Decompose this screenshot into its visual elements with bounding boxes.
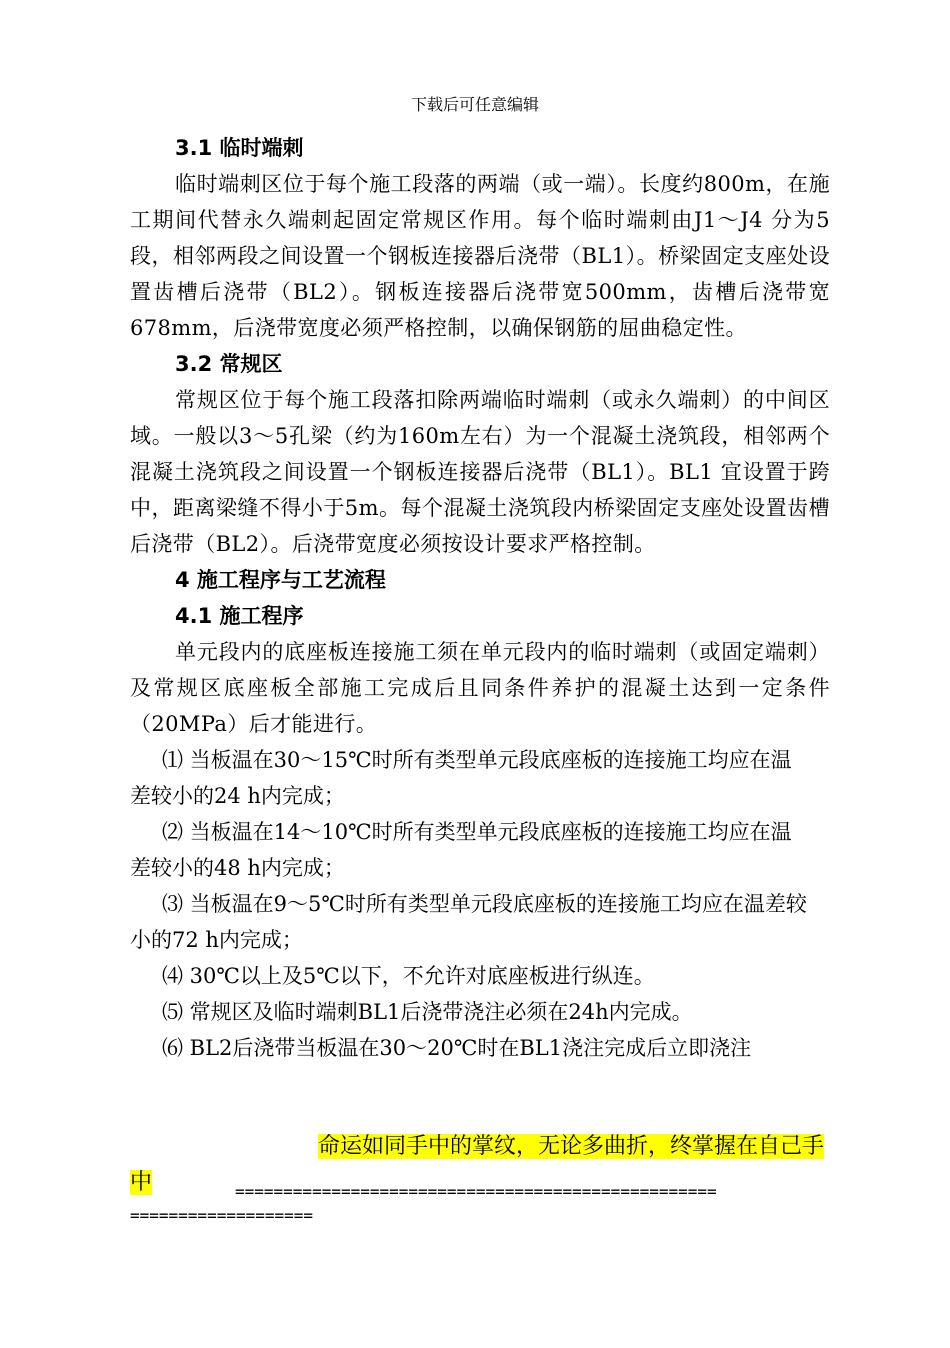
- paragraph-3-1: 临时端刺区位于每个施工段落的两端（或一端）。长度约800m，在施工期间代替永久端刺起固定常规区作用。每个临时端刺由J1～J4 分为5段，相邻两段之间设置一个钢板连接器后浇带（BL1）。桥梁固定支座处设置齿槽后浇带（BL2）。钢板连接器后浇带宽500mm，齿槽后浇带宽678mm，后浇带宽度必须严格控制，以确保钢筋的屈曲稳定性。: [130, 172, 830, 340]
- heading-4: 4 施工程序与工艺流程: [175, 568, 386, 592]
- list-item-1: ⑴ 当板温在30～15℃时所有类型单元段底座板的连接施工均应在温差较小的24 h内完成；: [130, 748, 792, 808]
- heading-3-2: 3.2 常规区: [175, 352, 283, 376]
- paragraph-3-2: 常规区位于每个施工段落扣除两端临时端刺（或永久端刺）的中间区域。一般以3～5孔梁（约为160m左右）为一个混凝土浇筑段，相邻两个混凝土浇筑段之间设置一个钢板连接器后浇带（BL1）。BL1 宜设置于跨中，距离梁缝不得小于5m。每个混凝土浇筑段内桥梁固定支座处设置齿槽后浇带（BL2）。后浇带宽度必须按设计要求严格控制。: [130, 388, 830, 556]
- list-item-4: ⑷ 30℃以上及5℃以下，不允许对底座板进行纵连。: [162, 964, 655, 988]
- list-item-6: ⑹ BL2后浇带当板温在30～20℃时在BL1浇注完成后立即浇注: [162, 1036, 752, 1060]
- page-header: 下载后可任意编辑: [410, 95, 539, 114]
- list-item-5: ⑸ 常规区及临时端刺BL1后浇带浇注必须在24h内完成。: [162, 1000, 693, 1024]
- list-item-3: ⑶ 当板温在9～5℃时所有类型单元段底座板的连接施工均应在温差较小的72 h内完成；: [130, 892, 807, 952]
- paragraph-4-1: 单元段内的底座板连接施工须在单元段内的临时端刺（或固定端刺）及常规区底座板全部施工完成后且同条件养护的混凝土达到一定条件（20MPa）后才能进行。: [130, 640, 830, 736]
- motto-highlight: 命运如同手中的掌纹，无论多曲折，终掌握在自己手中: [130, 1134, 825, 1195]
- separator-line-2: ===================: [130, 1206, 314, 1225]
- heading-3-1: 3.1 临时端刺: [175, 136, 304, 160]
- document-body: [130, 130, 830, 1066]
- separator-line-1: ==================================================: [235, 1182, 717, 1201]
- separator: [130, 1180, 830, 1228]
- list-item-2: ⑵ 当板温在14～10℃时所有类型单元段底座板的连接施工均应在温差较小的48 h内完成；: [130, 820, 792, 880]
- heading-4-1: 4.1 施工程序: [175, 604, 304, 628]
